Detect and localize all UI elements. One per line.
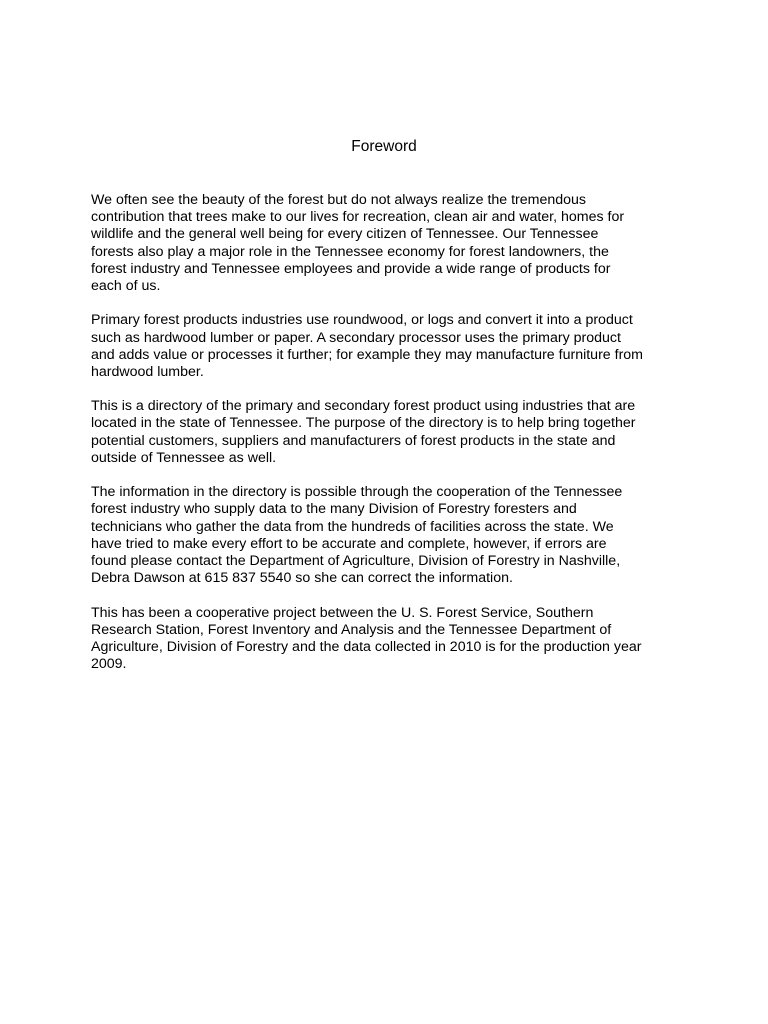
paragraph-line: wildlife and the general well being for every citizen of Tennessee. Our Tennessee — [91, 226, 599, 243]
paragraph-line: located in the state of Tennessee. The purpose of the directory is to help bring together — [91, 415, 636, 432]
document-body — [91, 192, 691, 690]
paragraph-line: The information in the directory is possible through the cooperation of the Tennessee — [91, 484, 623, 501]
paragraph-line: and adds value or processes it further; for example they may manufacture furniture from — [91, 346, 643, 363]
paragraph-line: Research Station, Forest Inventory and Analysis and the Tennessee Department of — [91, 621, 612, 638]
paragraph-line: We often see the beauty of the forest but do not always realize the tremendous — [91, 192, 587, 208]
page-title: Foreword — [351, 138, 417, 155]
paragraph-4 — [91, 484, 691, 587]
paragraph-line: hardwood lumber. — [91, 363, 204, 380]
paragraph-line: Primary forest products industries use roundwood, or logs and convert it into a product — [91, 312, 633, 329]
paragraph-line: such as hardwood lumber or paper. A secondary processor uses the primary product — [91, 329, 621, 346]
paragraph-3 — [91, 398, 691, 467]
paragraph-line: forests also play a major role in the Tennessee economy for forest landowners, the — [91, 243, 609, 260]
paragraph-line: outside of Tennessee as well. — [91, 449, 277, 466]
paragraph-line: forest industry and Tennessee employees and provide a wide range of products for — [91, 260, 611, 277]
paragraph-line: potential customers, suppliers and manufacturers of forest products in the state and — [91, 432, 616, 449]
paragraph-line: Debra Dawson at 615 837 5540 so she can correct the information. — [91, 570, 513, 587]
paragraph-line: found please contact the Department of Agriculture, Division of Forestry in Nashville, — [91, 552, 621, 569]
paragraph-line: This is a directory of the primary and secondary forest product using industries that are — [91, 398, 636, 415]
paragraph-line: technicians who gather the data from the hundreds of facilities across the state. We — [91, 518, 614, 535]
paragraph-line: forest industry who supply data to the many Division of Forestry foresters and — [91, 501, 577, 518]
paragraph-line: have tried to make every effort to be accurate and complete, however, if errors are — [91, 535, 607, 552]
paragraph-5 — [91, 605, 691, 674]
paragraph-line: This has been a cooperative project between the U. S. Forest Service, Southern — [91, 604, 594, 621]
paragraph-1 — [91, 192, 691, 295]
paragraph-line: Agriculture, Division of Forestry and the data collected in 2010 is for the production year — [91, 638, 642, 655]
paragraph-line: 2009. — [91, 656, 127, 673]
paragraph-2 — [91, 312, 691, 381]
paragraph-line: each of us. — [91, 277, 161, 294]
paragraph-line: contribution that trees make to our lives for recreation, clean air and water, homes for — [91, 209, 625, 226]
